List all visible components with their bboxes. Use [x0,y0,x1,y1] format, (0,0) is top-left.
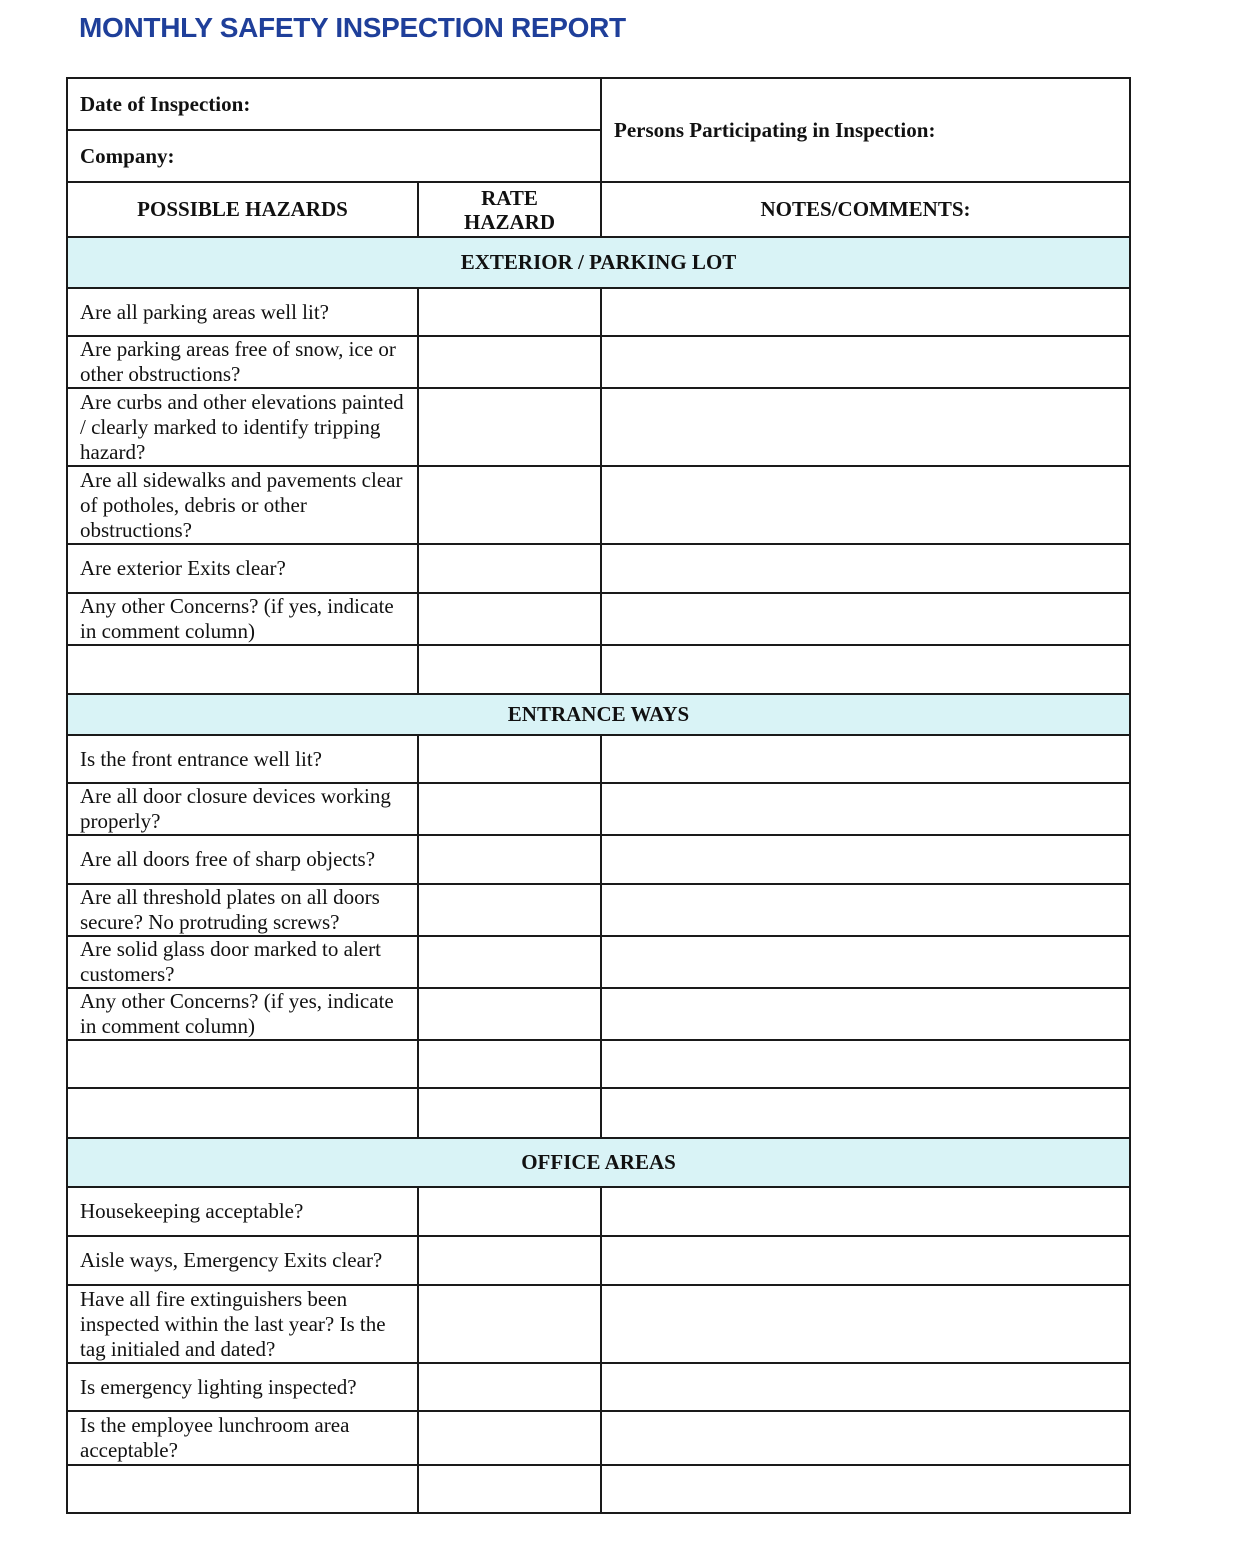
rate-hazard-cell[interactable] [418,466,601,544]
rate-hazard-cell[interactable] [418,1236,601,1285]
notes-cell[interactable] [601,1088,1130,1138]
question-cell: Are exterior Exits clear? [67,544,418,593]
rate-hazard-cell[interactable] [418,388,601,466]
rate-hazard-cell[interactable] [418,884,601,936]
rate-hazard-cell[interactable] [418,783,601,835]
rate-hazard-cell[interactable] [418,1363,601,1411]
rate-hazard-cell[interactable] [418,835,601,884]
table-row [67,936,1130,988]
inspection-table [66,77,1131,1514]
rate-header-line1: RATE [481,185,538,210]
date-of-inspection-field[interactable] [67,78,601,130]
rate-header-line2: HAZARD [464,209,556,234]
company-field[interactable] [67,130,601,182]
notes-cell[interactable] [601,783,1130,835]
table-row [67,783,1130,835]
question-cell: Are parking areas free of snow, ice or other obstructions? [67,336,418,388]
notes-cell[interactable] [601,1465,1130,1513]
rate-hazard-cell[interactable] [418,1285,601,1363]
rate-hazard-cell[interactable] [418,336,601,388]
question-cell: Housekeeping acceptable? [67,1187,418,1236]
question-cell[interactable] [67,645,418,694]
table-row [67,466,1130,544]
table-row [67,988,1130,1040]
question-cell: Is the front entrance well lit? [67,735,418,783]
table-row [67,1285,1130,1363]
rate-hazard-cell[interactable] [418,544,601,593]
column-header-hazards [67,182,418,237]
question-cell: Any other Concerns? (if yes, indicate in comment column) [67,988,418,1040]
rate-hazard-cell[interactable] [418,1411,601,1465]
table-row [67,1465,1130,1513]
section-header-office-areas: OFFICE AREAS [67,1138,1130,1187]
table-row [67,1236,1130,1285]
question-cell: Are all door closure devices working properly? [67,783,418,835]
question-cell[interactable] [67,1040,418,1088]
company-label: Company: [80,143,175,168]
section-header-entrance-ways: ENTRANCE WAYS [67,694,1130,735]
notes-cell[interactable] [601,1411,1130,1465]
question-cell: Are curbs and other elevations painted / clearly marked to identify tripping hazard? [67,388,418,466]
rate-hazard-cell[interactable] [418,288,601,336]
notes-cell[interactable] [601,336,1130,388]
question-cell: Are all parking areas well lit? [67,288,418,336]
table-row [67,735,1130,783]
table-row [67,544,1130,593]
rate-hazard-cell[interactable] [418,988,601,1040]
rate-hazard-cell[interactable] [418,1088,601,1138]
notes-cell[interactable] [601,988,1130,1040]
table-row [67,835,1130,884]
question-cell: Is emergency lighting inspected? [67,1363,418,1411]
notes-cell[interactable] [601,1285,1130,1363]
question-cell: Are all threshold plates on all doors secure? No protruding screws? [67,884,418,936]
persons-participating-field[interactable] [601,78,1130,182]
table-row [67,1088,1130,1138]
notes-cell[interactable] [601,288,1130,336]
notes-cell[interactable] [601,388,1130,466]
question-cell: Is the employee lunchroom area acceptable? [67,1411,418,1465]
table-row [67,336,1130,388]
hazards-header-text: POSSIBLE HAZARDS [137,197,348,221]
rate-hazard-cell[interactable] [418,593,601,645]
report-title: MONTHLY SAFETY INSPECTION REPORT [79,12,626,43]
table-row [67,884,1130,936]
table-row [67,645,1130,694]
rate-hazard-cell[interactable] [418,735,601,783]
table-row [67,1411,1130,1465]
question-cell: Are solid glass door marked to alert customers? [67,936,418,988]
notes-cell[interactable] [601,884,1130,936]
table-row [67,1040,1130,1088]
notes-cell[interactable] [601,466,1130,544]
table-row [67,593,1130,645]
question-cell[interactable] [67,1465,418,1513]
question-cell: Aisle ways, Emergency Exits clear? [67,1236,418,1285]
notes-cell[interactable] [601,1363,1130,1411]
column-header-notes [601,182,1130,237]
notes-cell[interactable] [601,593,1130,645]
notes-cell[interactable] [601,544,1130,593]
question-cell: Have all fire extinguishers been inspected within the last year? Is the tag initialed and dated? [67,1285,418,1363]
notes-header-text: NOTES/COMMENTS: [760,197,971,221]
persons-participating-label: Persons Participating in Inspection: [614,117,936,142]
rate-hazard-cell[interactable] [418,1465,601,1513]
notes-cell[interactable] [601,835,1130,884]
rate-hazard-cell[interactable] [418,936,601,988]
notes-cell[interactable] [601,936,1130,988]
question-cell: Any other Concerns? (if yes, indicate in comment column) [67,593,418,645]
table-row [67,1363,1130,1411]
table-row [67,1187,1130,1236]
rate-hazard-cell[interactable] [418,1187,601,1236]
notes-cell[interactable] [601,735,1130,783]
notes-cell[interactable] [601,645,1130,694]
rate-hazard-cell[interactable] [418,645,601,694]
table-row [67,288,1130,336]
question-cell[interactable] [67,1088,418,1138]
notes-cell[interactable] [601,1236,1130,1285]
column-header-rate [418,182,601,237]
date-of-inspection-label: Date of Inspection: [80,91,251,116]
question-cell: Are all sidewalks and pavements clear of potholes, debris or other obstructions? [67,466,418,544]
section-header-exterior: EXTERIOR / PARKING LOT [67,237,1130,288]
question-cell: Are all doors free of sharp objects? [67,835,418,884]
table-row [67,388,1130,466]
notes-cell[interactable] [601,1040,1130,1088]
notes-cell[interactable] [601,1187,1130,1236]
rate-hazard-cell[interactable] [418,1040,601,1088]
